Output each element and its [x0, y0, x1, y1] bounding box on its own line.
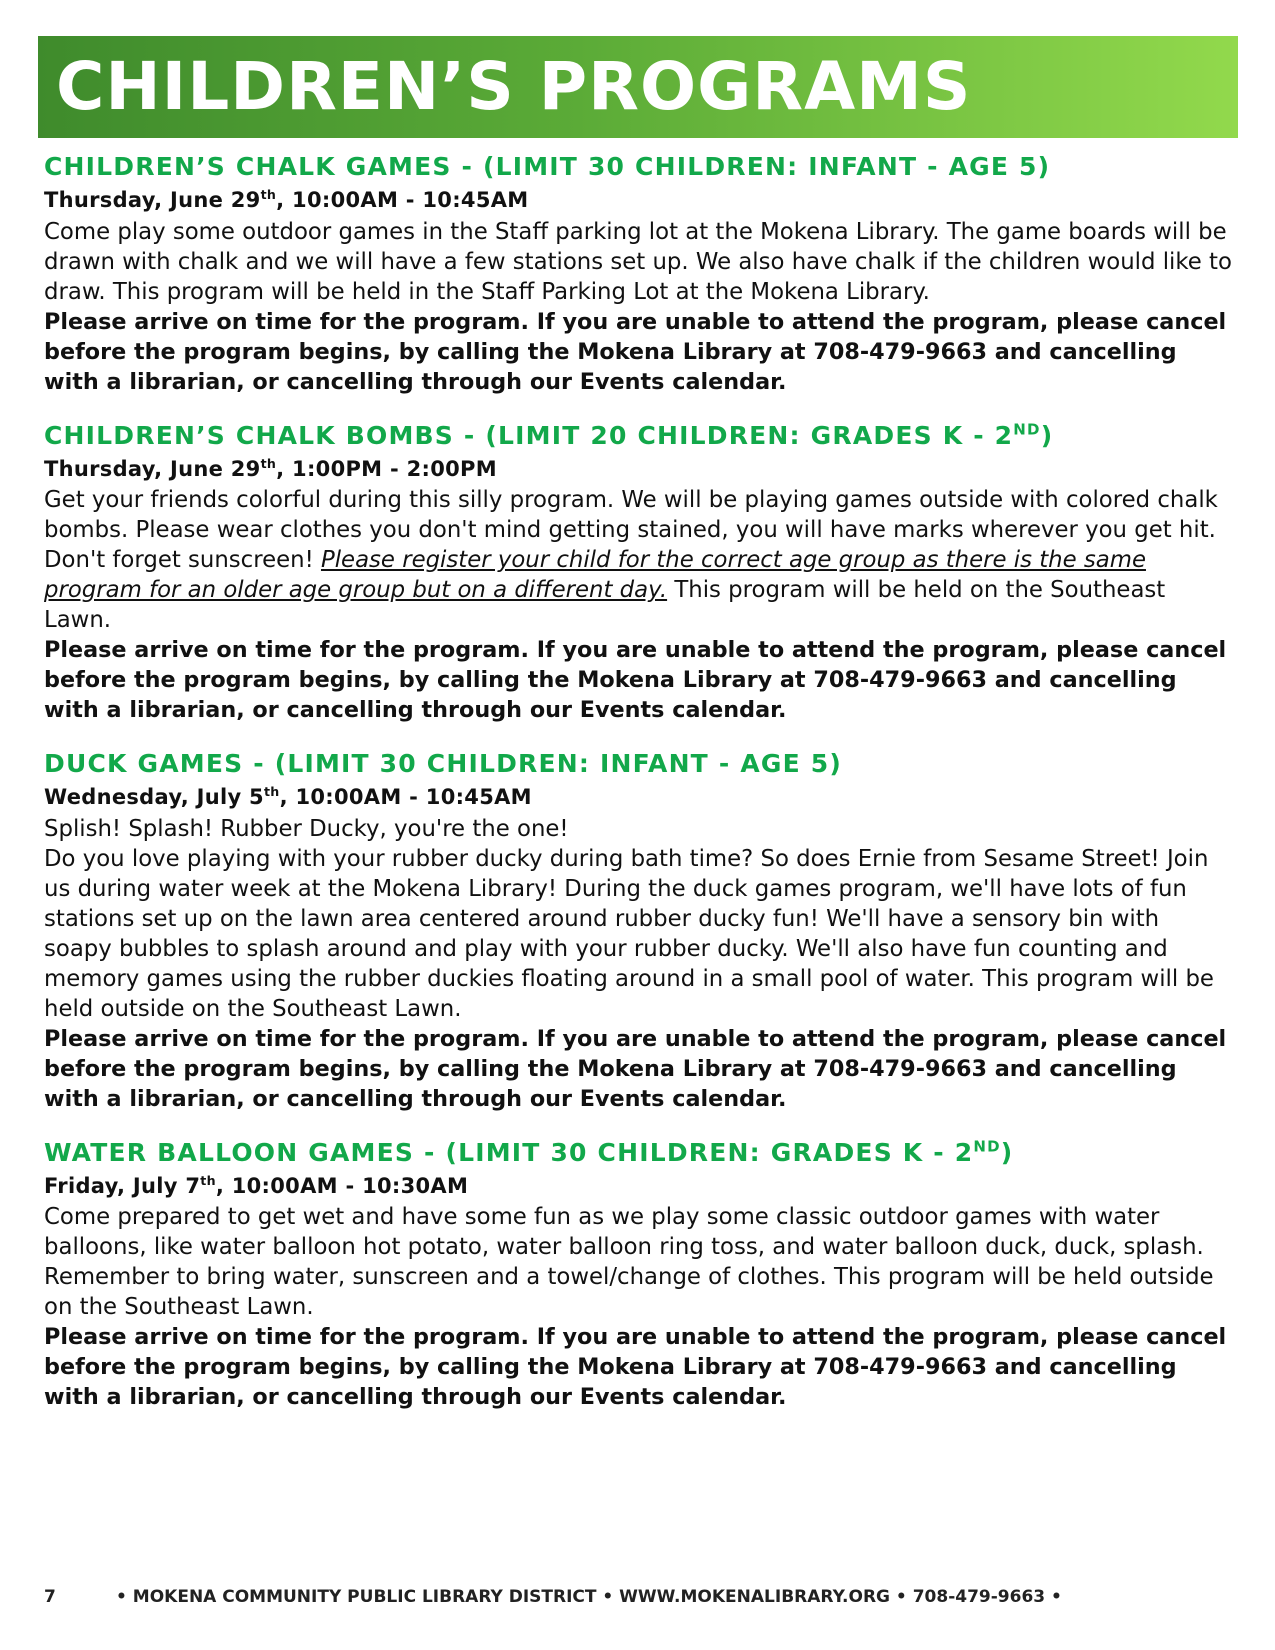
registration-note: Please register your child for the correct age group as there is the same program for an older age group but on a different day.	[44, 547, 1146, 603]
program-water-balloon-games	[44, 1136, 1234, 1413]
program-date: Thursday, June 29th, 10:00AM - 10:45AM	[44, 187, 529, 212]
footer-text: • MOKENA COMMUNITY PUBLIC LIBRARY DISTRICT • WWW.MOKENALIBRARY.ORG • 708-479-9663 •	[116, 1587, 1062, 1607]
program-description: Get your friends colorful during this silly program. We will be playing games outside with colored chalk bombs. Please wear clothes you don't mind getting stained, you will have marks wherever you get hit. Don't forget sunscreen! Please register your child for the correct age group as there is the same program for an older age group but on a different day. This program will be held on the Southeast Lawn.	[44, 487, 1218, 633]
program-title: DUCK GAMES - (LIMIT 30 CHILDREN: INFANT - AGE 5)	[44, 749, 842, 778]
program-description: Do you love playing with your rubber ducky during bath time? So does Ernie from Sesame Street! Join us during water week at the Mokena Library! During the duck games program, we'll have lots of fun stations set up on the lawn area centered around rubber ducky fun! We'll have a sensory bin with soapy bubbles to splash around and play with your rubber ducky. We'll also have fun counting and memory games using the rubber duckies floating around in a small pool of water. This program will be held outside on the Southeast Lawn.	[44, 845, 1214, 1022]
page-title: CHILDREN’S PROGRAMS	[56, 48, 972, 125]
program-notice: Please arrive on time for the program. If you are unable to attend the program, please cancel before the program begins, by calling the Mokena Library at 708-479-9663 and cancelling with a librarian, or cancelling through our Events calendar.	[44, 308, 1227, 395]
page-number: 7	[44, 1587, 56, 1607]
program-title: WATER BALLOON GAMES - (LIMIT 30 CHILDREN: GRADES K - 2ND)	[44, 1137, 1014, 1167]
program-title: CHILDREN’S CHALK GAMES - (LIMIT 30 CHILDREN: INFANT - AGE 5)	[44, 152, 1051, 181]
program-date: Wednesday, July 5th, 10:00AM - 10:45AM	[44, 784, 532, 809]
program-description: Come prepared to get wet and have some fun as we play some classic outdoor games with water balloons, like water balloon hot potato, water balloon ring toss, and water balloon duck, duck, splash. Remember to bring water, sunscreen and a towel/change of clothes. This program will be held outside on the Southeast Lawn.	[44, 1204, 1214, 1320]
program-notice: Please arrive on time for the program. If you are unable to attend the program, please cancel before the program begins, by calling the Mokena Library at 708-479-9663 and cancelling with a librarian, or cancelling through our Events calendar.	[44, 1025, 1227, 1112]
program-notice: Please arrive on time for the program. If you are unable to attend the program, please cancel before the program begins, by calling the Mokena Library at 708-479-9663 and cancelling with a librarian, or cancelling through our Events calendar.	[44, 1324, 1227, 1410]
program-chalk-games	[44, 150, 1234, 397]
page-footer	[44, 1587, 1234, 1607]
programs-list	[44, 150, 1234, 1434]
program-date: Thursday, June 29th, 1:00PM - 2:00PM	[44, 455, 497, 481]
program-title: CHILDREN’S CHALK BOMBS - (LIMIT 20 CHILDREN: GRADES K - 2ND)	[44, 420, 1054, 450]
program-description: Come play some outdoor games in the Staff parking lot at the Mokena Library. The game boards will be drawn with chalk and we will have a few stations set up. We also have chalk if the children would like to draw. This program will be held in the Staff Parking Lot at the Mokena Library.	[44, 218, 1232, 305]
program-notice: Please arrive on time for the program. If you are unable to attend the program, please cancel before the program begins, by calling the Mokena Library at 708-479-9663 and cancelling with a librarian, or cancelling through our Events calendar.	[44, 637, 1227, 723]
page-banner	[38, 36, 1238, 138]
program-date: Friday, July 7th, 10:00AM - 10:30AM	[44, 1172, 469, 1198]
program-chalk-bombs	[44, 419, 1234, 726]
program-duck-games	[44, 747, 1234, 1114]
program-tagline: Splish! Splash! Rubber Ducky, you're the one!	[44, 815, 569, 842]
